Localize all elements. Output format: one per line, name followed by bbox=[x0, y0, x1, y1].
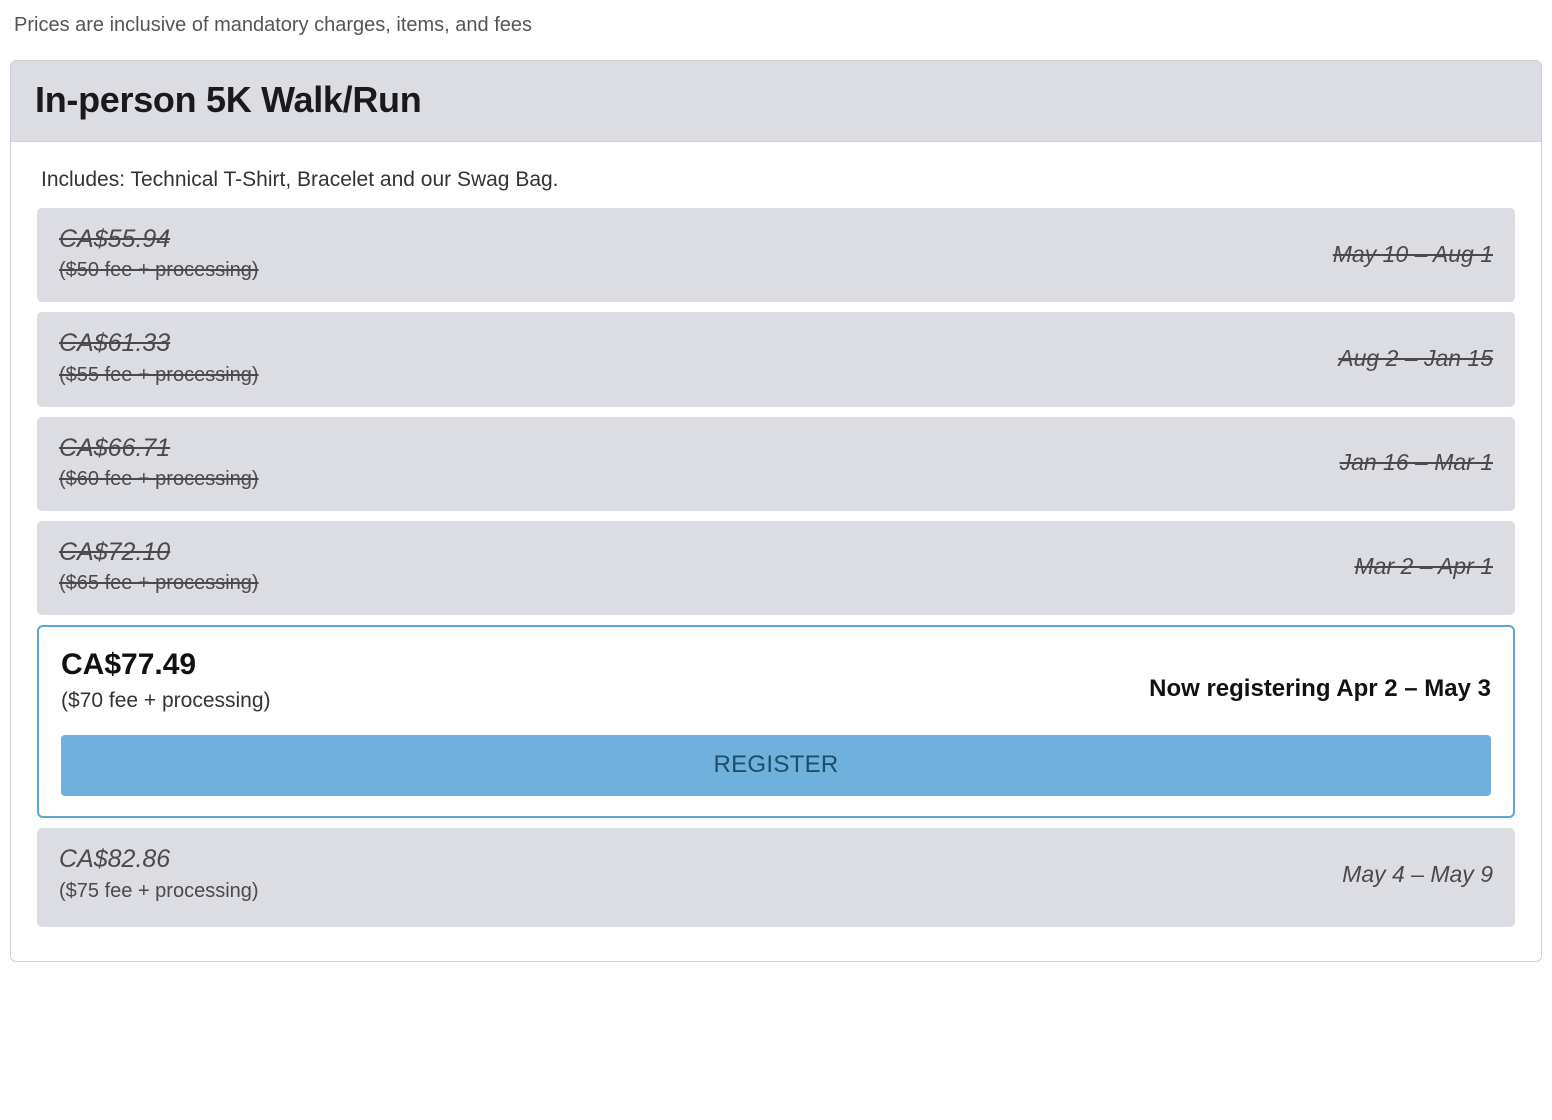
register-button[interactable]: REGISTER bbox=[61, 735, 1491, 796]
price-fee-breakdown: ($50 fee + processing) bbox=[59, 259, 259, 282]
price-date-range: Jan 16 – Mar 1 bbox=[1339, 449, 1493, 476]
price-disclaimer: Prices are inclusive of mandatory charges, items, and fees bbox=[14, 14, 533, 36]
price-fee-breakdown: ($60 fee + processing) bbox=[59, 467, 259, 490]
active-tier-row-content bbox=[61, 647, 1491, 715]
price-date-range: Mar 2 – Apr 1 bbox=[1354, 553, 1493, 580]
price-tier-details bbox=[59, 328, 259, 388]
price-amount: CA$72.10 bbox=[59, 537, 171, 566]
price-tier-details bbox=[61, 647, 271, 715]
price-amount: CA$82.86 bbox=[59, 845, 171, 874]
price-fee-breakdown: ($55 fee + processing) bbox=[59, 363, 259, 386]
price-fee-breakdown: ($75 fee + processing) bbox=[59, 879, 259, 902]
price-tier-details bbox=[59, 844, 259, 904]
price-fee-breakdown: ($70 fee + processing) bbox=[61, 689, 271, 712]
price-amount: CA$55.94 bbox=[59, 225, 171, 253]
price-tier-details bbox=[59, 537, 259, 597]
event-panel-body bbox=[11, 142, 1541, 961]
price-tier-details bbox=[59, 433, 259, 493]
event-panel-header bbox=[11, 61, 1541, 142]
price-tier-row bbox=[37, 521, 1515, 615]
price-tier-row bbox=[37, 828, 1515, 926]
price-date-range-active: Now registering Apr 2 – May 3 bbox=[1149, 675, 1491, 703]
price-amount: CA$66.71 bbox=[59, 433, 171, 462]
event-panel bbox=[10, 60, 1542, 962]
price-fee-breakdown: ($65 fee + processing) bbox=[59, 572, 259, 594]
price-amount: CA$77.49 bbox=[61, 648, 197, 681]
price-tier-row bbox=[37, 417, 1515, 511]
price-tier-row bbox=[37, 208, 1515, 302]
price-tier-row bbox=[37, 312, 1515, 406]
price-date-range: Aug 2 – Jan 15 bbox=[1338, 344, 1493, 371]
page-title: In-person 5K Walk/Run bbox=[35, 79, 422, 120]
price-tier-details bbox=[59, 224, 259, 284]
price-amount: CA$61.33 bbox=[59, 329, 171, 358]
price-tier-row-active bbox=[37, 625, 1515, 818]
price-date-range: May 4 – May 9 bbox=[1342, 860, 1493, 887]
price-date-range: May 10 – Aug 1 bbox=[1332, 240, 1493, 267]
event-includes-text: Includes: Technical T-Shirt, Bracelet and our Swag Bag. bbox=[41, 168, 559, 191]
